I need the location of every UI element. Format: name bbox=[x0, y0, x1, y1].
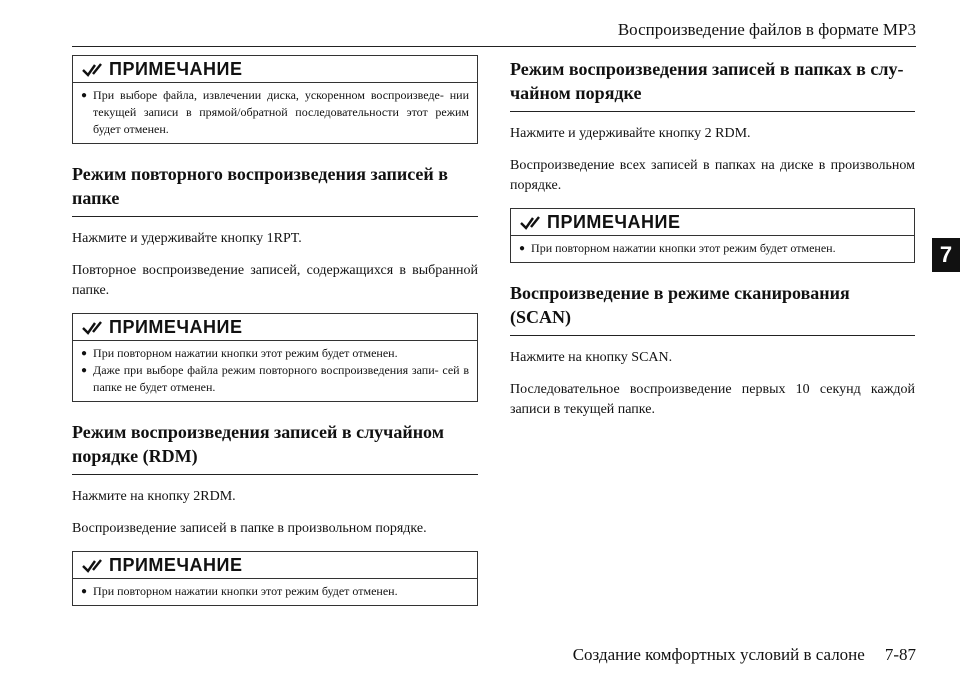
section-title: Режим воспроизведения записей в папках в слу- чайном порядке bbox=[510, 57, 915, 112]
note-label: ПРИМЕЧАНИЕ bbox=[109, 59, 243, 79]
paragraph: Воспроизведение записей в папке в произвольном порядке. bbox=[72, 521, 427, 536]
note-box bbox=[72, 313, 478, 402]
note-header bbox=[73, 314, 477, 341]
paragraph: Нажмите на кнопку 2RDM. bbox=[72, 489, 236, 504]
pencil-check-icon bbox=[81, 62, 103, 78]
bullet-icon: ● bbox=[81, 586, 88, 597]
left-column bbox=[72, 55, 478, 624]
pencil-check-icon bbox=[81, 320, 103, 336]
paragraph: Нажмите на кнопку SCAN. bbox=[510, 350, 673, 365]
note-header bbox=[73, 56, 477, 83]
page-header-title: Воспроизведение файлов в формате MP3 bbox=[617, 20, 916, 39]
pencil-check-icon bbox=[81, 558, 103, 574]
note-item: ● При повторном нажатии кнопки этот режим будет отменен. bbox=[81, 584, 398, 598]
note-label: ПРИМЕЧАНИЕ bbox=[109, 317, 243, 337]
paragraph: Нажмите и удерживайте кнопку 2 RDM. bbox=[510, 126, 751, 141]
right-column bbox=[510, 55, 915, 420]
paragraph: Повторное воспроизведение записей, содержащихся в выбранной папке. bbox=[72, 263, 478, 298]
note-label: ПРИМЕЧАНИЕ bbox=[547, 212, 681, 232]
note-box bbox=[72, 55, 478, 144]
note-item: ● При повторном нажатии кнопки этот режим будет отменен. bbox=[519, 241, 836, 255]
note-item: ● При повторном нажатии кнопки этот режим будет отменен. bbox=[81, 346, 398, 360]
note-box bbox=[72, 551, 478, 606]
section-title: Воспроизведение в режиме сканирования (SCAN) bbox=[510, 281, 915, 336]
paragraph: Воспроизведение всех записей в папках на диске в произвольном порядке. bbox=[510, 158, 915, 193]
bullet-icon: ● bbox=[81, 90, 88, 101]
section-title: Режим повторного воспроизведения записей в папке bbox=[72, 162, 478, 217]
bullet-icon: ● bbox=[81, 348, 88, 359]
note-item: ● Даже при выборе файла режим повторного воспроизведения запи- сей в папке не будет отменен. bbox=[81, 363, 469, 394]
bullet-icon: ● bbox=[519, 243, 526, 254]
note-item: ● При выборе файла, извлечении диска, ускоренном воспроизведе- нии текущей записи в прямой/обратной последовательности этот режим будет отменен. bbox=[81, 88, 469, 136]
paragraph: Последовательное воспроизведение первых 10 секунд каждой записи в текущей папке. bbox=[510, 382, 915, 417]
note-header bbox=[73, 552, 477, 579]
chapter-tab: 7 bbox=[932, 238, 960, 272]
note-label: ПРИМЕЧАНИЕ bbox=[109, 555, 243, 575]
section-title: Режим воспроизведения записей в случайном порядке (RDM) bbox=[72, 420, 478, 475]
note-box bbox=[510, 208, 915, 263]
bullet-icon: ● bbox=[81, 365, 88, 376]
header-rule bbox=[72, 46, 916, 47]
footer-section-title: Создание комфортных условий в салоне bbox=[572, 645, 865, 664]
page-footer bbox=[573, 645, 916, 665]
note-header bbox=[511, 209, 914, 236]
paragraph: Нажмите и удерживайте кнопку 1RPT. bbox=[72, 231, 302, 246]
pencil-check-icon bbox=[519, 215, 541, 231]
page-number: 7-87 bbox=[884, 645, 916, 664]
